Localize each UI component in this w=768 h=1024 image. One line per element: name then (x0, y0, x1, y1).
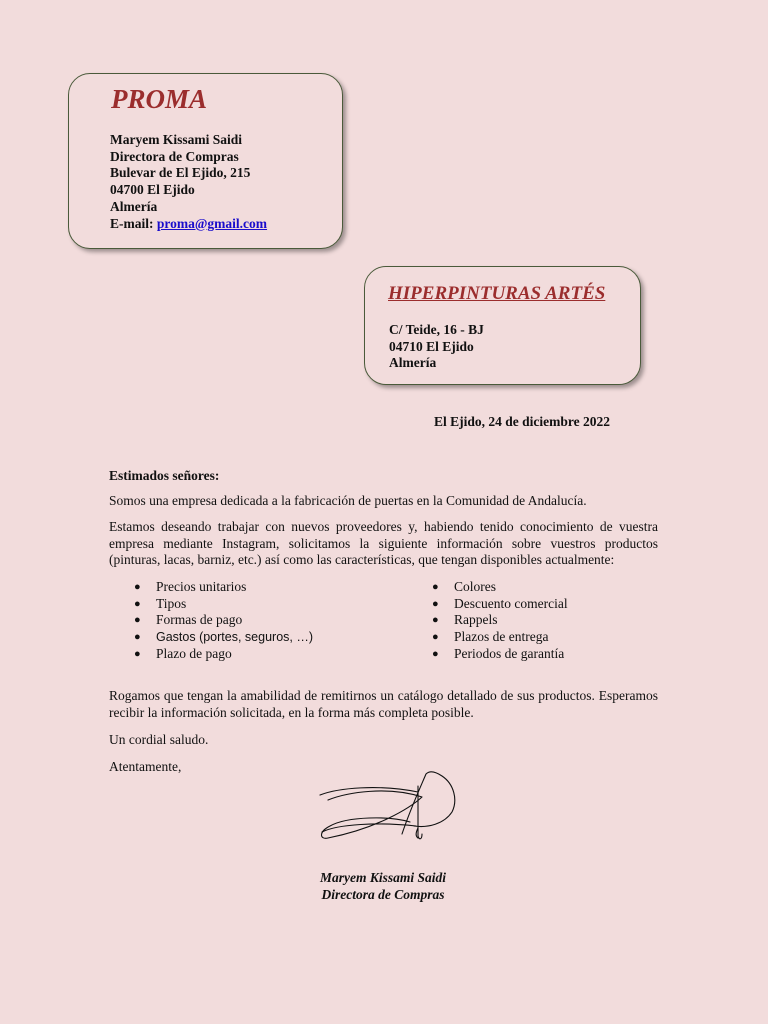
recipient-box (364, 266, 641, 385)
email-label: E-mail: (110, 215, 154, 231)
list-item: ● Tipos (134, 595, 187, 611)
recipient-city: 04710 El Ejido (389, 338, 474, 354)
list-item: ● Formas de pago (134, 612, 243, 628)
closing-sign-off: Atentamente, (109, 759, 182, 774)
handwritten-signature (318, 770, 460, 842)
letter-date: El Ejido, 24 de diciembre 2022 (434, 414, 611, 429)
bullet-icon: ● (432, 597, 439, 610)
email-link[interactable]: proma@gmail.com (156, 215, 268, 231)
greeting: Estimados señores: (109, 468, 220, 483)
bullet-icon: ● (134, 614, 141, 627)
bullet-icon: ● (134, 647, 141, 660)
bullet-icon: ● (432, 614, 439, 627)
paragraph-2: Estamos deseando trabajar con nuevos proveedores y, habiendo tenido conocimiento de vuestra empresa mediante Instagram, solicitamos la siguiente información sobre vuestros productos (pinturas, lacas, barniz, etc.) así como las características, que tengan disponibles actualmente: (109, 519, 658, 568)
list-item: ● Colores (432, 579, 496, 594)
bullet-icon: ● (134, 597, 141, 610)
signatory-name: Maryem Kissami Saidi (319, 870, 446, 885)
list-item: ● Plazo de pago (134, 645, 232, 661)
request-list-right (432, 579, 568, 663)
recipient-company: HIPERPINTURAS ARTÉS (388, 283, 606, 304)
paragraph-1: Somos una empresa dedicada a la fabricación de puertas en la Comunidad de Andalucía. (109, 493, 587, 508)
signatory-title: Directora de Compras (321, 886, 445, 902)
list-item: ● Plazos de entrega (432, 629, 549, 645)
recipient-province: Almería (389, 355, 437, 371)
paragraph-3: Rogamos que tengan la amabilidad de remitirnos un catálogo detallado de sus productos. Esperamos recibir la información solicitada, en la forma más completa posible. (109, 688, 658, 720)
signatory-block (300, 870, 466, 903)
bullet-icon: ● (432, 581, 439, 593)
list-item: ● Descuento comercial (432, 595, 568, 611)
recipient-street: C/ Teide, 16 - BJ (389, 322, 484, 337)
sender-street: Bulevar de El Ejido, 215 (110, 165, 251, 181)
closing-salutation: Un cordial saludo. (109, 732, 209, 747)
list-item: ● Gastos (portes, seguros, …) (134, 630, 314, 645)
sender-company: PROMA (111, 84, 208, 114)
sender-email-line (110, 216, 267, 233)
list-item: ● Rappels (432, 612, 498, 628)
recipient-address-block (389, 322, 484, 372)
sender-name: Maryem Kissami Saidi (110, 132, 242, 147)
bullet-icon: ● (134, 631, 141, 644)
sender-title: Directora de Compras (110, 148, 239, 164)
request-list-left (134, 579, 313, 663)
sender-address-block (110, 132, 267, 232)
list-item: ● Precios unitarios (134, 579, 247, 594)
sender-city: 04700 El Ejido (110, 182, 195, 198)
sender-province: Almería (110, 198, 158, 214)
bullet-icon: ● (134, 581, 141, 593)
bullet-icon: ● (432, 631, 439, 644)
sender-box (68, 73, 343, 249)
list-item: ● Periodos de garantía (432, 645, 565, 661)
bullet-icon: ● (432, 647, 439, 660)
